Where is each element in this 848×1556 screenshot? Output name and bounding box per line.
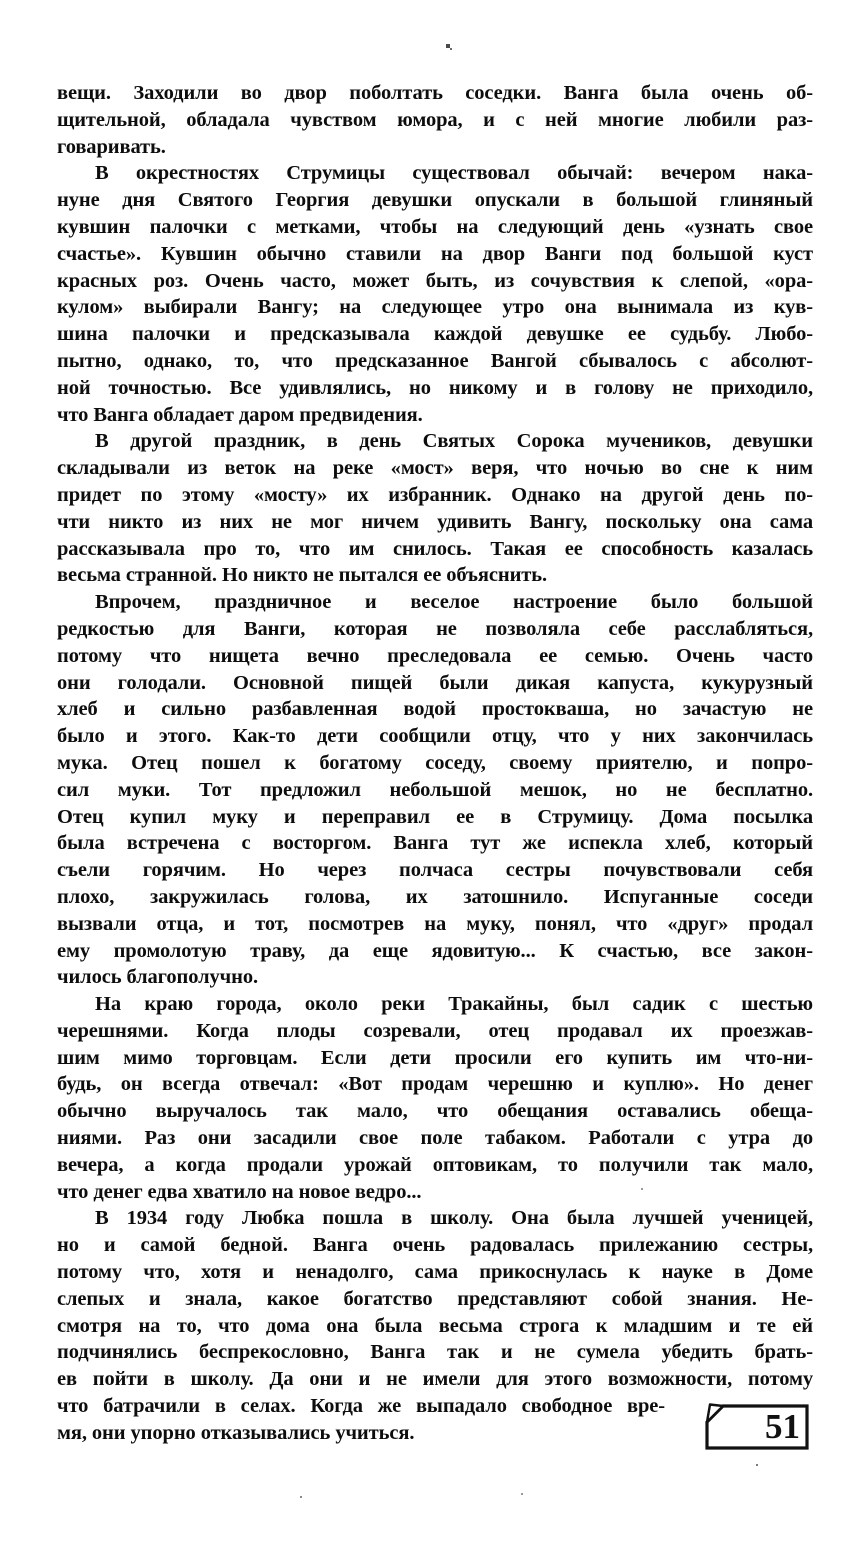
text-line: чти никто из них не мог ничем удивить Вангу, поскольку она сама — [57, 510, 813, 533]
text-line: потому что нищета вечно преследовала ее семью. Очень часто — [57, 644, 813, 667]
text-line: В другой праздник, в день Святых Сорока мучеников, девушки — [95, 430, 813, 453]
text-line: пытно, однако, то, что предсказанное Вангой сбывалось с абсолют- — [57, 349, 813, 372]
text-line: они голодали. Основной пищей были дикая капуста, кукурузный — [57, 671, 813, 694]
text-line: щительной, обладала чувством юмора, и с ней многие любили раз- — [57, 108, 813, 131]
text-line: В 1934 году Любка пошла в школу. Она была лучшей ученицей, — [95, 1207, 813, 1230]
text-line: складывали из веток на реке «мост» веря, что ночью во сне к ним — [57, 457, 813, 480]
text-line: весьма странной. Но никто не пытался ее объяснить. — [57, 564, 548, 587]
text-line: кулом» выбирали Вангу; на следующее утро она вынимала из кув- — [57, 296, 813, 319]
page-text-block — [57, 80, 813, 1447]
page-number-badge — [703, 1402, 811, 1452]
text-line: ной точностью. Все удивлялись, но никому и в голову не приходило, — [57, 376, 813, 399]
text-line: съели горячим. Но через полчаса сестры почувствовали себя — [57, 859, 813, 882]
text-line: слепых и знала, какое богатство представляют собой знания. Не- — [57, 1287, 813, 1310]
text-line: шина палочки и предсказывала каждой девушке ее судьбу. Любо- — [57, 323, 813, 346]
text-line: подчинялись беспрекословно, Ванга так и не сумела убедить брать- — [57, 1341, 813, 1364]
paragraph — [57, 80, 813, 160]
paragraph — [57, 991, 813, 1205]
text-line: ев пойти в школу. Да они и не имели для этого возможности, потому — [57, 1368, 813, 1391]
text-line: Впрочем, праздничное и веселое настроение было большой — [95, 591, 813, 614]
text-line: красных роз. Очень часто, может быть, из сочувствия к слепой, «ора- — [57, 269, 813, 292]
text-line: мука. Отец пошел к богатому соседу, своему приятелю, и попро- — [57, 751, 813, 774]
text-line: На краю города, около реки Тракайны, был садик с шестью — [95, 993, 813, 1016]
text-line: была встречена с восторгом. Ванга тут же испекла хлеб, который — [57, 832, 813, 855]
text-line: хлеб и сильно разбавленная водой простокваша, но зачастую не — [57, 698, 813, 721]
text-line: что батрачили в селах. Когда же выпадало свободное вре- — [57, 1395, 665, 1418]
text-line: сил муки. Тот предложил небольшой мешок, но не бесплатно. — [57, 778, 813, 801]
text-line: редкостью для Ванги, которая не позволяла себе расслабляться, — [57, 617, 813, 640]
text-line: шим мимо торговцам. Если дети просили его купить им что-ни- — [57, 1046, 813, 1069]
paragraph — [57, 428, 813, 589]
scan-noise-specks — [0, 0, 2, 2]
text-line: вызвали отца, и тот, посмотрев на муку, понял, что «друг» продал — [57, 912, 813, 935]
paragraph — [57, 589, 813, 991]
text-line: мя, они упорно отказывались учиться. — [57, 1421, 415, 1444]
text-line: рассказывала про то, что им снилось. Такая ее способность казалась — [57, 537, 813, 560]
text-line: нуне дня Святого Георгия девушки опускали в большой глиняный — [57, 189, 813, 212]
text-line: но и самой бедной. Ванга очень радовалась прилежанию сестры, — [57, 1234, 813, 1257]
text-line: ниями. Раз они засадили свое поле табаком. Работали с утра до — [57, 1127, 813, 1150]
text-line: кувшин палочки с метками, чтобы на следующий день «узнать свое — [57, 215, 813, 238]
paragraph — [57, 160, 813, 428]
text-line: чилось благополучно. — [57, 966, 259, 989]
text-line: вещи. Заходили во двор поболтать соседки. Ванга была очень об- — [57, 82, 813, 104]
text-line: смотря на то, что дома она была весьма строга к младшим и те ей — [57, 1314, 813, 1337]
paragraph — [57, 1205, 813, 1446]
text-line: придет по этому «мосту» их избранник. Однако на другой день по- — [57, 483, 813, 506]
text-line: потому что, хотя и ненадолго, сама прикоснулась к науке в Доме — [57, 1261, 813, 1284]
text-line: говаривать. — [57, 135, 166, 158]
text-line: ему промолотую траву, да еще ядовитую... К счастью, все закон- — [57, 939, 813, 962]
text-line: черешнями. Когда плоды созревали, отец продавал их проезжав- — [57, 1019, 813, 1042]
text-line: вечера, а когда продали урожай оптовикам, то получили так мало, — [57, 1153, 813, 1176]
text-line: будь, он всегда отвечал: «Вот продам черешню и куплю». Но денег — [57, 1073, 813, 1096]
text-line: что Ванга обладает даром предвидения. — [57, 403, 423, 426]
text-line: счастье». Кувшин обычно ставили на двор Ванги под большой куст — [57, 242, 813, 265]
text-line: Отец купил муку и переправил ее в Струмицу. Дома посылка — [57, 805, 813, 828]
text-line: что денег едва хватило на новое ведро... — [57, 1180, 422, 1203]
text-line: В окрестностях Струмицы существовал обычай: вечером нака- — [95, 162, 813, 185]
page-number: 51 — [765, 1407, 800, 1446]
text-line: было и этого. Как-то дети сообщили отцу, что у них закончилась — [57, 725, 813, 748]
text-line: обычно выручалось так мало, что обещания оставались обеща- — [57, 1100, 813, 1123]
text-line: плохо, закружилась голова, их затошнило. Испуганные соседи — [57, 885, 813, 908]
